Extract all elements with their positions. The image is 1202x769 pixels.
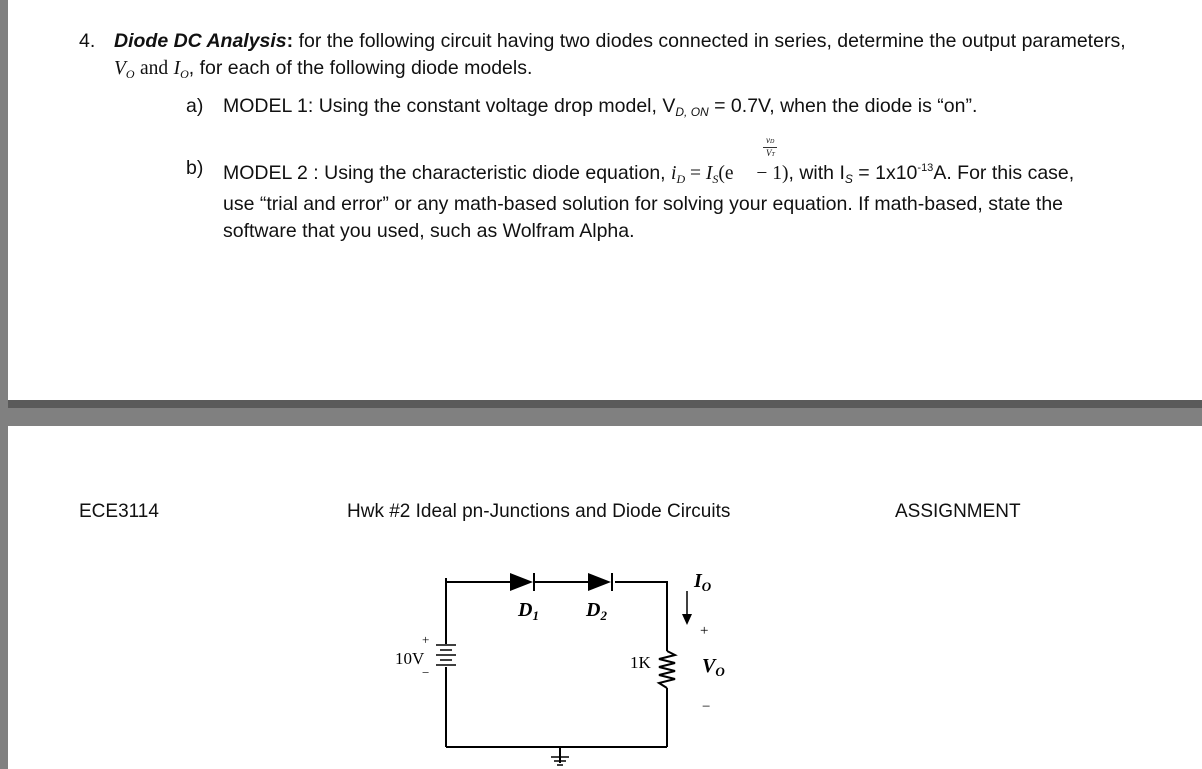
problem-title: Diode DC Analysis: [114, 30, 287, 52]
eq-is-sub: S: [712, 172, 719, 186]
exp-num: v: [766, 135, 770, 145]
vo-symbol: V: [114, 58, 126, 79]
diode-d1-icon: [502, 573, 534, 591]
problem-intro: for the following circuit having two diodes connected in series, determine the output parameters,: [293, 30, 1126, 52]
exponent: -13: [917, 162, 934, 174]
diode-d2-icon: [588, 573, 612, 591]
assignment-title: Hwk #2 Ideal pn-Junctions and Diode Circuits: [347, 501, 731, 522]
wire-top-right: [615, 582, 667, 651]
page-gap-shadow: [8, 400, 1202, 408]
resistor-icon: [659, 651, 675, 688]
part-a-subscript: D, ON: [675, 105, 709, 119]
problem-title-colon: :: [286, 30, 294, 52]
part-b-label: b): [186, 157, 204, 179]
is-sub: S: [844, 172, 853, 186]
problem-line2-rest: , for each of the following diode models.: [188, 57, 533, 79]
part-b-text1: MODEL 2 : Using the characteristic diode equation,: [223, 162, 672, 184]
vo-subscript: O: [125, 67, 135, 81]
assignment-type: ASSIGNMENT: [895, 501, 1021, 522]
part-b-text2: , with I: [788, 162, 845, 184]
vo-minus: −: [702, 699, 711, 715]
part-b-line3: software that you used, such as Wolfram Alpha.: [223, 220, 635, 242]
eq-is: I: [705, 163, 713, 184]
and-word: and: [140, 58, 169, 79]
problem-line2: [114, 56, 532, 86]
wire-top-left: [446, 578, 510, 582]
part-a-text1: MODEL 1: Using the constant voltage drop model, V: [223, 95, 676, 117]
part-a-text2: = 0.7V, when the diode is “on”.: [708, 95, 978, 117]
io-symbol: I: [173, 58, 181, 79]
part-b-line2: use “trial and error” or any math-based solution for solving your equation. If math-based, state the: [223, 193, 1064, 215]
battery-symbol: [436, 645, 456, 665]
source-plus: +: [422, 632, 430, 647]
part-b-text4: A. For this case,: [933, 162, 1075, 184]
d1-label: $D_1$: [518, 599, 539, 623]
eq-minus-one: − 1): [751, 163, 789, 184]
eq-equals: =: [685, 163, 706, 184]
problem-number: 4.: [79, 30, 96, 52]
exp-den-sub: T: [771, 152, 775, 158]
circuit-diagram: [8, 426, 1202, 769]
part-b-text3: = 1x10: [852, 162, 918, 184]
exp-num-sub: D: [770, 139, 775, 145]
resistor-label: 1K: [630, 653, 651, 672]
exp-numerator: [766, 136, 774, 147]
d2-label: $D_2$: [586, 599, 607, 623]
eq-i-sub: D: [676, 172, 686, 186]
io-label: $I_O$: [694, 570, 712, 594]
vo-label: $V_O$: [702, 655, 725, 679]
vo-plus: +: [700, 623, 709, 639]
source-minus: −: [422, 665, 430, 680]
part-a-text: [223, 94, 977, 124]
source-label: 10V: [395, 649, 425, 668]
part-b-text: [223, 156, 1074, 191]
eq-i: i: [671, 163, 677, 184]
page-1: [8, 0, 1202, 400]
io-subscript: O: [180, 67, 189, 81]
eq-exp: (e: [718, 163, 734, 184]
part-a-label: a): [186, 95, 204, 117]
problem-statement: [114, 29, 1126, 53]
page-2: [8, 426, 1202, 769]
current-arrow-icon: [682, 591, 692, 625]
course-code: ECE3114: [79, 501, 159, 522]
exp-den: V: [766, 148, 772, 158]
